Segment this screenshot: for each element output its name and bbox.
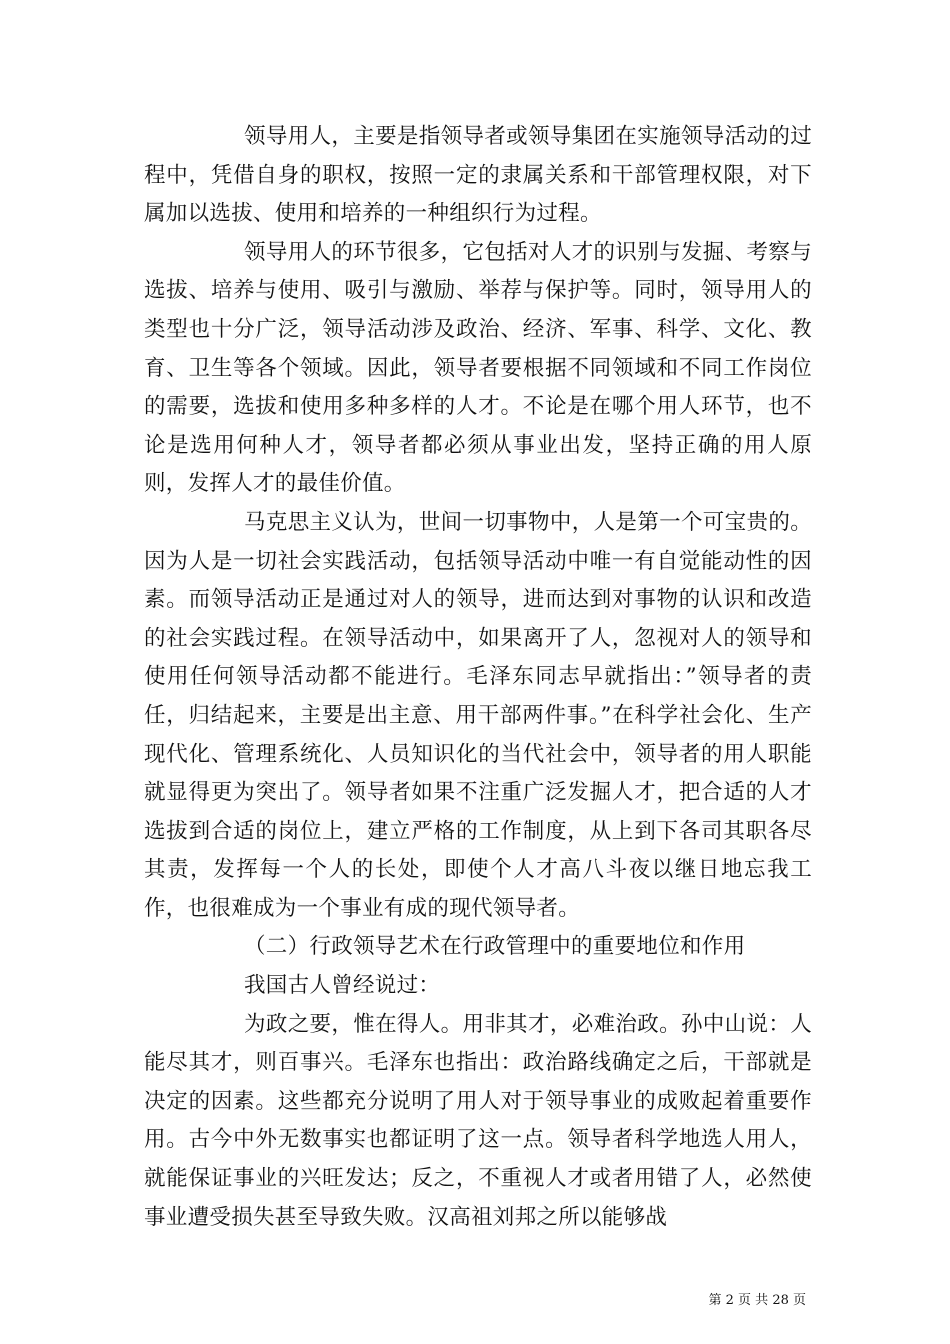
paragraph-links: 领导用人的环节很多，它包括对人才的识别与发掘、考察与选拔、培养与使用、吸引与激励、举荐与保护等。同时，领导用人的类型也十分广泛，领导活动涉及政治、经济、军事、科学、文化、教育、卫生等各个领域。因此，领导者要根据不同领域和不同工作岗位的需要，选拔和使用多种多样的人才。不论是在哪个用人环节，也不论是选用何种人才，领导者都必须从事业出发，坚持正确的用人原则，发挥人才的最佳价值。: [144, 239, 812, 497]
paragraph-governance: 为政之要，惟在得人。用非其才，必难治政。孙中山说：人能尽其才，则百事兴。毛泽东也指出：政治路线确定之后，干部就是决定的因素。这些都充分说明了用人对于领导事业的成败起着重要作用。古今中外无数事实也都证明了这一点。领导者科学地选人用人，就能保证事业的兴旺发达；反之，不重视人才或者用错了人，必然使事业遭受损失甚至导致失败。汉高祖刘邦之所以能够战: [144, 1011, 812, 1230]
section-heading: （二）行政领导艺术在行政管理中的重要地位和作用: [244, 934, 746, 960]
body-text: [144, 118, 812, 1237]
paragraph-definition: 领导用人，主要是指领导者或领导集团在实施领导活动的过程中，凭借自身的职权，按照一定的隶属关系和干部管理权限，对下属加以选拔、使用和培养的一种组织行为过程。: [144, 124, 812, 227]
page-number-footer: 第 2 页 共 28 页: [708, 1293, 806, 1308]
paragraph-ancient-saying: 我国古人曾经说过：: [244, 973, 441, 999]
paragraph-marxism: 马克思主义认为，世间一切事物中，人是第一个可宝贵的。因为人是一切社会实践活动，包括领导活动中唯一有自觉能动性的因素。而领导活动正是通过对人的领导，进而达到对事物的认识和改造的社会实践过程。在领导活动中，如果离开了人，忽视对人的领导和使用任何领导活动都不能进行。毛泽东同志早就指出：”领导者的责任，归结起来，主要是出主意、用干部两件事。”在科学社会化、生产现代化、管理系统化、人员知识化的当代社会中，领导者的用人职能就显得更为突出了。领导者如果不注重广泛发掘人才，把合适的人才选拔到合适的岗位上，建立严格的工作制度，从上到下各司其职各尽其责，发挥每一个人的长处，即使个人才高八斗夜以继日地忘我工作，也很难成为一个事业有成的现代领导者。: [144, 509, 812, 921]
